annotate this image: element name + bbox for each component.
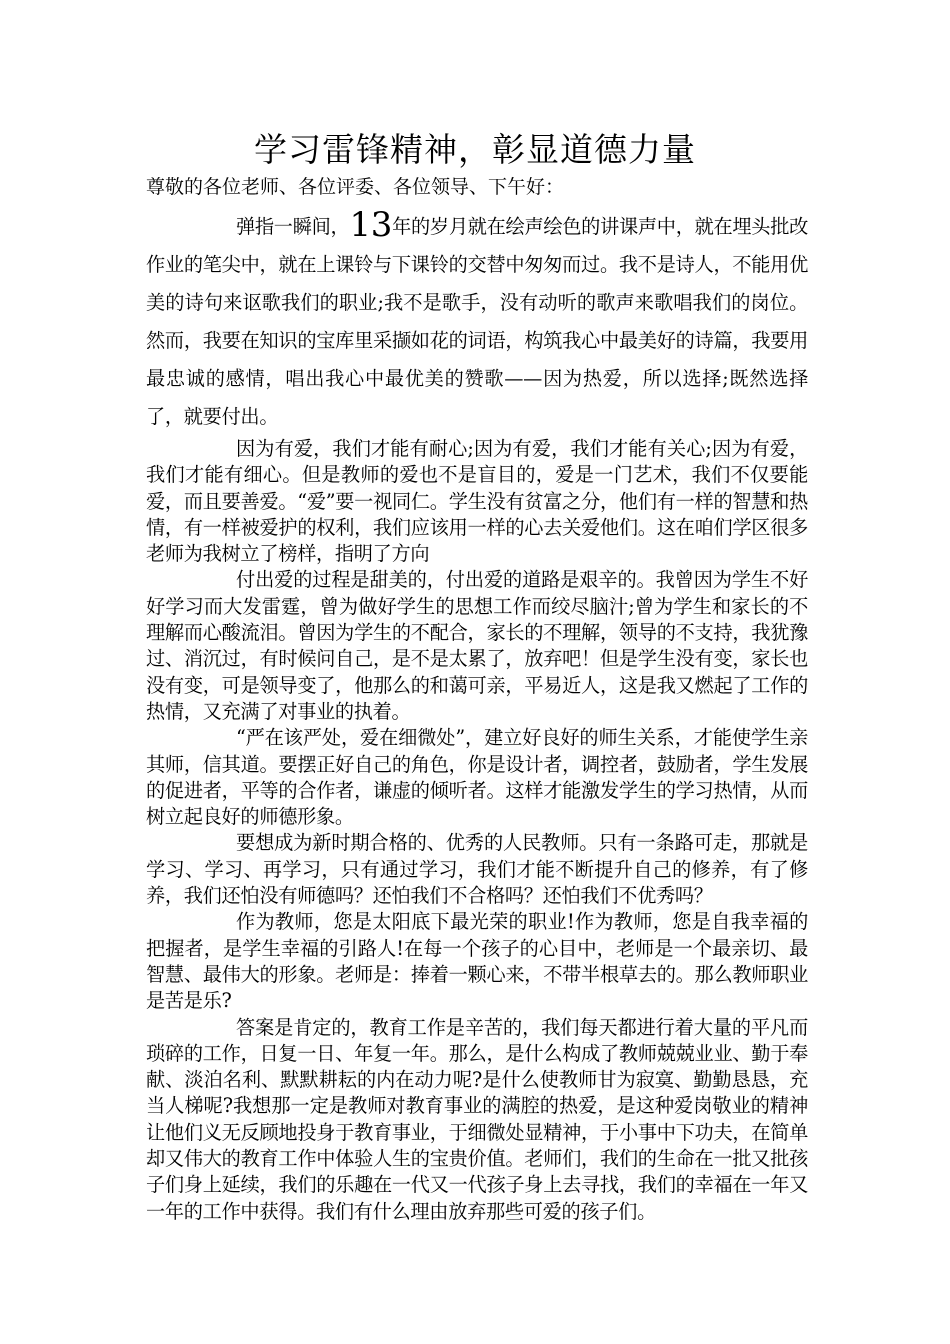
paragraph-5: 要想成为新时期合格的、优秀的人民教师。只有一条路可走，那就是学习、学习、再学习，只有通过学习，我们才能不断提升自己的修养，有了修养，我们还怕没有师德吗？还怕我们不合格吗？还怕我们不优秀吗？ [146, 831, 808, 908]
paragraph-3: 付出爱的过程是甜美的，付出爱的道路是艰辛的。我曾因为学生不好好学习而大发雷霆，曾为做好学生的思想工作而绞尽脑汁;曾为学生和家长的不理解而心酸流泪。曾因为学生的不配合，家长的不理解，领导的不支持，我犹豫过、消沉过，有时候问自己，是不是太累了，放弃吧！但是学生没有变，家长也没有变，可是领导变了，他那么的和蔼可亲，平易近人，这是我又燃起了工作的热情，又充满了对事业的执着。 [146, 568, 808, 723]
document-body [146, 205, 809, 1225]
year-count: 13 [349, 205, 393, 245]
paragraph-2: 因为有爱，我们才能有耐心;因为有爱，我们才能有关心;因为有爱，我们才能有细心。但是教师的爱也不是盲目的，爱是一门艺术，我们不仅要能爱，而且要善爱。“爱”要一视同仁。学生没有贫富之分，他们有一样的智慧和热情，有一样被爱护的权利，我们应该用一样的心去关爱他们。这在咱们学区很多老师为我树立了榜样，指明了方向 [146, 437, 808, 566]
paragraph-6: 作为教师，您是太阳底下最光荣的职业!作为教师，您是自我幸福的把握者，是学生幸福的引路人!在每一个孩子的心目中，老师是一个最亲切、最智慧、最伟大的形象。老师是：捧着一颗心来，不带半根草去的。那么教师职业是苦是乐? [146, 910, 808, 1013]
paragraph-7: 答案是肯定的，教育工作是辛苦的，我们每天都进行着大量的平凡而琐碎的工作，日复一日、年复一年。那么，是什么构成了教师兢兢业业、勤于奉献、淡泊名利、默默耕耘的内在动力呢?是什么使教师甘为寂寞、勤勤恳恳，充当人梯呢?我想那一定是教师对教育事业的满腔的热爱，是这种爱岗敬业的精神让他们义无反顾地投身于教育事业，于细微处显精神，于小事中下功夫，在简单却又伟大的教育工作中体验人生的宝贵价值。老师们，我们的生命在一批又批孩子们身上延续，我们的乐趣在一代又一代孩子身上去寻找，我们的幸福在一年又一年的工作中获得。我们有什么理由放弃那些可爱的孩子们。 [146, 1015, 808, 1223]
paragraph-4: “严在该严处，爱在细微处”，建立好良好的师生关系，才能使学生亲其师，信其道。要摆正好自己的角色，你是设计者，调控者，鼓励者，学生发展的促进者，平等的合作者，谦虚的倾听者。这样才能激发学生的学习热情，从而树立起良好的师德形象。 [146, 726, 808, 829]
document-title: 学习雷锋精神，彰显道德力量 [254, 130, 696, 169]
paragraph-1-lead: 弹指一瞬间， [236, 215, 350, 238]
paragraph-1 [146, 205, 809, 436]
salutation: 尊敬的各位老师、各位评委、各位领导、下午好： [146, 176, 565, 198]
paragraph-1-rest: 年的岁月就在绘声绘色的讲课声中，就在埋头批改作业的笔尖中，就在上课铃与下课铃的交替中匆匆而过。我不是诗人，不能用优美的诗句来讴歌我们的职业;我不是歌手，没有动听的歌声来歌唱我们的岗位。然而，我要在知识的宝库里采撷如花的词语，构筑我心中最美好的诗篇，我要用最忠诚的感情，唱出我心中最优美的赞歌——因为热爱，所以选择;既然选择了，就要付出。 [146, 215, 809, 428]
